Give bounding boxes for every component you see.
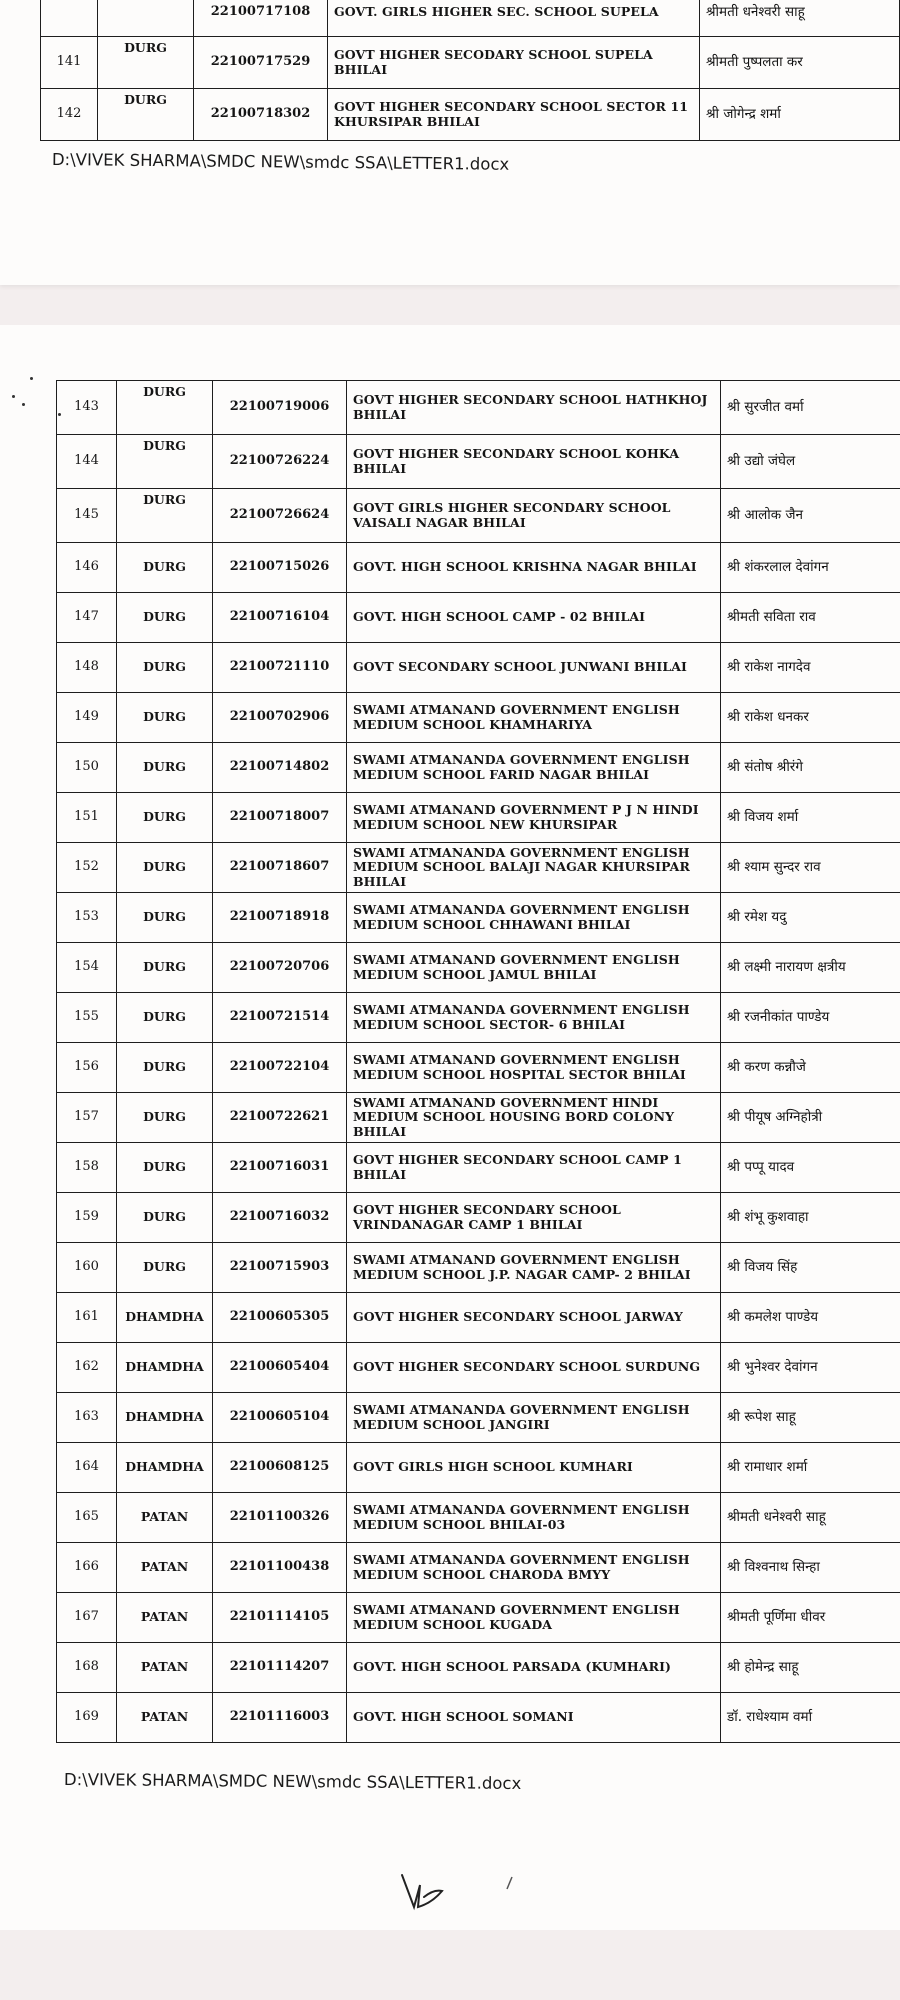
serial-number: 165 <box>57 1493 117 1543</box>
school-name: GOVT HIGHER SECONDARY SCHOOL KOHKA BHILAI <box>347 435 721 489</box>
udise-code: 22100717529 <box>194 37 328 89</box>
serial-number: 162 <box>57 1343 117 1393</box>
block-name: DURG <box>117 843 213 893</box>
udise-code: 22100721110 <box>213 643 347 693</box>
serial-number: 150 <box>57 743 117 793</box>
school-name: SWAMI ATMANANDA GOVERNMENT ENGLISH MEDIUM SCHOOL BHILAI-03 <box>347 1493 721 1543</box>
serial-number: 143 <box>57 381 117 435</box>
table-row <box>57 1443 900 1493</box>
school-name: GOVT HIGHER SECONDARY SCHOOL VRINDANAGAR CAMP 1 BHILAI <box>347 1193 721 1243</box>
serial-number <box>41 0 98 37</box>
principal-name: श्री विश्वनाथ सिन्हा <box>721 1543 900 1593</box>
principal-name: श्री शंकरलाल देवांगन <box>721 543 900 593</box>
school-name: SWAMI ATMANAND GOVERNMENT ENGLISH MEDIUM SCHOOL KUGADA <box>347 1593 721 1643</box>
block-name: DURG <box>117 593 213 643</box>
principal-name: श्री विजय शर्मा <box>721 793 900 843</box>
serial-number: 164 <box>57 1443 117 1493</box>
block-name: DURG <box>117 1143 213 1193</box>
block-name: PATAN <box>117 1543 213 1593</box>
principal-name: श्री पीयूष अग्निहोत्री <box>721 1093 900 1143</box>
school-name: GOVT. HIGH SCHOOL PARSADA (KUMHARI) <box>347 1643 721 1693</box>
block-name: PATAN <box>117 1643 213 1693</box>
document-page-1 <box>0 0 900 285</box>
school-name: SWAMI ATMANAND GOVERNMENT ENGLISH MEDIUM SCHOOL HOSPITAL SECTOR BHILAI <box>347 1043 721 1093</box>
udise-code: 22100717108 <box>194 0 328 37</box>
table-row <box>57 1493 900 1543</box>
udise-code: 22101116003 <box>213 1693 347 1743</box>
principal-name: श्री लक्ष्मी नारायण क्षत्रीय <box>721 943 900 993</box>
school-name: SWAMI ATMANAND GOVERNMENT HINDI MEDIUM SCHOOL HOUSING BORD COLONY BHILAI <box>347 1093 721 1143</box>
serial-number: 146 <box>57 543 117 593</box>
udise-code: 22101114207 <box>213 1643 347 1693</box>
table-row <box>57 843 900 893</box>
block-name: DHAMDHA <box>117 1393 213 1443</box>
principal-name: श्री रूपेश साहू <box>721 1393 900 1443</box>
block-name: DURG <box>117 793 213 843</box>
block-name: DURG <box>117 1043 213 1093</box>
table-row <box>57 1143 900 1193</box>
serial-number: 155 <box>57 993 117 1043</box>
table-row <box>57 1293 900 1343</box>
table-row <box>57 1243 900 1293</box>
block-name: DURG <box>117 489 213 543</box>
table-row <box>57 593 900 643</box>
school-name: GOVT HIGHER SECONDARY SCHOOL JARWAY <box>347 1293 721 1343</box>
udise-code: 22100722104 <box>213 1043 347 1093</box>
serial-number: 152 <box>57 843 117 893</box>
principal-name: श्री शंभू कुशवाहा <box>721 1193 900 1243</box>
udise-code: 22101100438 <box>213 1543 347 1593</box>
principal-name: श्री सुरजीत वर्मा <box>721 381 900 435</box>
ink-speck <box>30 377 33 380</box>
serial-number: 141 <box>41 37 98 89</box>
block-name: DURG <box>117 893 213 943</box>
serial-number: 147 <box>57 593 117 643</box>
udise-code: 22100718918 <box>213 893 347 943</box>
serial-number: 145 <box>57 489 117 543</box>
block-name: DHAMDHA <box>117 1443 213 1493</box>
block-name: DURG <box>117 435 213 489</box>
table-row <box>57 1543 900 1593</box>
ink-speck <box>12 395 15 398</box>
school-name: GOVT HIGHER SECONDARY SCHOOL SURDUNG <box>347 1343 721 1393</box>
block-name: DURG <box>117 1243 213 1293</box>
block-name: DURG <box>117 993 213 1043</box>
table-row <box>41 37 900 89</box>
udise-code: 22100720706 <box>213 943 347 993</box>
principal-name: श्री जोगेन्द्र शर्मा <box>700 89 900 141</box>
table-row <box>57 435 900 489</box>
udise-code: 22100726224 <box>213 435 347 489</box>
principal-name: श्रीमती धनेश्वरी साहू <box>700 0 900 37</box>
principal-name: श्रीमती धनेश्वरी साहू <box>721 1493 900 1543</box>
school-name: SWAMI ATMANANDA GOVERNMENT ENGLISH MEDIUM SCHOOL CHHAWANI BHILAI <box>347 893 721 943</box>
document-file-path: D:\VIVEK SHARMA\SMDC NEW\smdc SSA\LETTER1.docx <box>51 150 510 174</box>
school-name: GOVT HIGHER SECONDARY SCHOOL HATHKHOJ BHILAI <box>347 381 721 435</box>
school-name: GOVT. HIGH SCHOOL KRISHNA NAGAR BHILAI <box>347 543 721 593</box>
block-name: PATAN <box>117 1693 213 1743</box>
udise-code: 22100718607 <box>213 843 347 893</box>
table-row <box>57 743 900 793</box>
table-row <box>57 993 900 1043</box>
serial-number: 160 <box>57 1243 117 1293</box>
school-name: SWAMI ATMANAND GOVERNMENT ENGLISH MEDIUM SCHOOL KHAMHARIYA <box>347 693 721 743</box>
principal-name: श्रीमती पूर्णिमा धीवर <box>721 1593 900 1643</box>
udise-code: 22100715026 <box>213 543 347 593</box>
block-name: DURG <box>117 1193 213 1243</box>
table-row <box>57 793 900 843</box>
serial-number: 161 <box>57 1293 117 1343</box>
table-row <box>57 381 900 435</box>
table-row <box>57 643 900 693</box>
school-name: GOVT. HIGH SCHOOL CAMP - 02 BHILAI <box>347 593 721 643</box>
principal-name: श्री कमलेश पाण्डेय <box>721 1293 900 1343</box>
principal-name: श्री राकेश धनकर <box>721 693 900 743</box>
table-row <box>57 489 900 543</box>
table-row <box>57 1643 900 1693</box>
serial-number: 168 <box>57 1643 117 1693</box>
serial-number: 154 <box>57 943 117 993</box>
serial-number: 163 <box>57 1393 117 1443</box>
school-name: GOVT HIGHER SECONDARY SCHOOL SECTOR 11 KHURSIPAR BHILAI <box>328 89 700 141</box>
school-name: GOVT. HIGH SCHOOL SOMANI <box>347 1693 721 1743</box>
principal-name: श्री करण कन्नौजे <box>721 1043 900 1093</box>
signature-mark <box>398 1867 458 1917</box>
school-name: GOVT GIRLS HIGH SCHOOL KUMHARI <box>347 1443 721 1493</box>
principal-name: श्रीमती सविता राव <box>721 593 900 643</box>
principal-name: श्री भुनेश्वर देवांगन <box>721 1343 900 1393</box>
table-row <box>57 1343 900 1393</box>
school-name: GOVT HIGHER SECODARY SCHOOL SUPELA BHILAI <box>328 37 700 89</box>
principal-name: श्री उद्यो जंघेल <box>721 435 900 489</box>
udise-code: 22100716031 <box>213 1143 347 1193</box>
serial-number: 169 <box>57 1693 117 1743</box>
school-name: SWAMI ATMANANDA GOVERNMENT ENGLISH MEDIUM SCHOOL BALAJI NAGAR KHURSIPAR BHILAI <box>347 843 721 893</box>
principal-name: श्री संतोष श्रीरंगे <box>721 743 900 793</box>
serial-number: 159 <box>57 1193 117 1243</box>
udise-code: 22100722621 <box>213 1093 347 1143</box>
table-row <box>57 943 900 993</box>
school-name: SWAMI ATMANANDA GOVERNMENT ENGLISH MEDIUM SCHOOL JANGIRI <box>347 1393 721 1443</box>
block-name: DURG <box>117 743 213 793</box>
principal-name: श्री रमेश यदु <box>721 893 900 943</box>
block-name: DURG <box>98 89 194 141</box>
table-row <box>57 1193 900 1243</box>
serial-number: 158 <box>57 1143 117 1193</box>
table-row <box>57 1043 900 1093</box>
udise-code: 22100718302 <box>194 89 328 141</box>
serial-number: 166 <box>57 1543 117 1593</box>
ink-speck <box>22 403 25 406</box>
serial-number: 142 <box>41 89 98 141</box>
block-name: DURG <box>98 37 194 89</box>
table-row <box>41 89 900 141</box>
smudge-mark <box>330 232 334 246</box>
table-row <box>41 0 900 37</box>
pen-mark <box>505 1875 515 1891</box>
school-name: SWAMI ATMANANDA GOVERNMENT ENGLISH MEDIUM SCHOOL CHARODA BMYY <box>347 1543 721 1593</box>
udise-code: 22100719006 <box>213 381 347 435</box>
block-name: PATAN <box>117 1593 213 1643</box>
udise-code: 22101114105 <box>213 1593 347 1643</box>
school-name: SWAMI ATMANAND GOVERNMENT ENGLISH MEDIUM SCHOOL J.P. NAGAR CAMP- 2 BHILAI <box>347 1243 721 1293</box>
udise-code: 22100721514 <box>213 993 347 1043</box>
principal-name: डॉ. राधेश्याम वर्मा <box>721 1693 900 1743</box>
udise-code: 22100608125 <box>213 1443 347 1493</box>
principal-name: श्री पप्पू यादव <box>721 1143 900 1193</box>
school-name: SWAMI ATMANAND GOVERNMENT ENGLISH MEDIUM SCHOOL JAMUL BHILAI <box>347 943 721 993</box>
serial-number: 144 <box>57 435 117 489</box>
table-row <box>57 1393 900 1443</box>
serial-number: 151 <box>57 793 117 843</box>
table-row <box>57 1693 900 1743</box>
principal-name: श्री श्याम सुन्दर राव <box>721 843 900 893</box>
principal-name: श्री राकेश नागदेव <box>721 643 900 693</box>
udise-code: 22100605404 <box>213 1343 347 1393</box>
block-name <box>98 0 194 37</box>
school-name: GOVT SECONDARY SCHOOL JUNWANI BHILAI <box>347 643 721 693</box>
school-name: SWAMI ATMANAND GOVERNMENT P J N HINDI MEDIUM SCHOOL NEW KHURSIPAR <box>347 793 721 843</box>
block-name: DHAMDHA <box>117 1343 213 1393</box>
udise-code: 22100702906 <box>213 693 347 743</box>
document-file-path: D:\VIVEK SHARMA\SMDC NEW\smdc SSA\LETTER1.docx <box>63 1770 522 1793</box>
udise-code: 22100605305 <box>213 1293 347 1343</box>
udise-code: 22100716032 <box>213 1193 347 1243</box>
block-name: DURG <box>117 693 213 743</box>
school-table-page-1 <box>40 0 900 141</box>
school-name: GOVT. GIRLS HIGHER SEC. SCHOOL SUPELA <box>328 0 700 37</box>
block-name: DHAMDHA <box>117 1293 213 1343</box>
serial-number: 149 <box>57 693 117 743</box>
table-row <box>57 543 900 593</box>
serial-number: 157 <box>57 1093 117 1143</box>
principal-name: श्री रजनीकांत पाण्डेय <box>721 993 900 1043</box>
table-row <box>57 893 900 943</box>
table-row <box>57 693 900 743</box>
udise-code: 22100605104 <box>213 1393 347 1443</box>
udise-code: 22101100326 <box>213 1493 347 1543</box>
principal-name: श्री आलोक जैन <box>721 489 900 543</box>
serial-number: 148 <box>57 643 117 693</box>
block-name: PATAN <box>117 1493 213 1543</box>
block-name: DURG <box>117 543 213 593</box>
principal-name: श्री विजय सिंह <box>721 1243 900 1293</box>
serial-number: 156 <box>57 1043 117 1093</box>
principal-name: श्री रामाधार शर्मा <box>721 1443 900 1493</box>
principal-name: श्रीमती पुष्पलता कर <box>700 37 900 89</box>
udise-code: 22100714802 <box>213 743 347 793</box>
table-row <box>57 1093 900 1143</box>
school-table-page-2 <box>56 380 900 1743</box>
school-name: GOVT HIGHER SECONDARY SCHOOL CAMP 1 BHILAI <box>347 1143 721 1193</box>
block-name: DURG <box>117 643 213 693</box>
block-name: DURG <box>117 943 213 993</box>
serial-number: 167 <box>57 1593 117 1643</box>
table-row <box>57 1593 900 1643</box>
udise-code: 22100716104 <box>213 593 347 643</box>
principal-name: श्री होमेन्द्र साहू <box>721 1643 900 1693</box>
school-name: SWAMI ATMANANDA GOVERNMENT ENGLISH MEDIUM SCHOOL FARID NAGAR BHILAI <box>347 743 721 793</box>
school-name: SWAMI ATMANANDA GOVERNMENT ENGLISH MEDIUM SCHOOL SECTOR- 6 BHILAI <box>347 993 721 1043</box>
udise-code: 22100718007 <box>213 793 347 843</box>
block-name: DURG <box>117 1093 213 1143</box>
block-name: DURG <box>117 381 213 435</box>
udise-code: 22100715903 <box>213 1243 347 1293</box>
udise-code: 22100726624 <box>213 489 347 543</box>
serial-number: 153 <box>57 893 117 943</box>
school-name: GOVT GIRLS HIGHER SECONDARY SCHOOL VAISALI NAGAR BHILAI <box>347 489 721 543</box>
